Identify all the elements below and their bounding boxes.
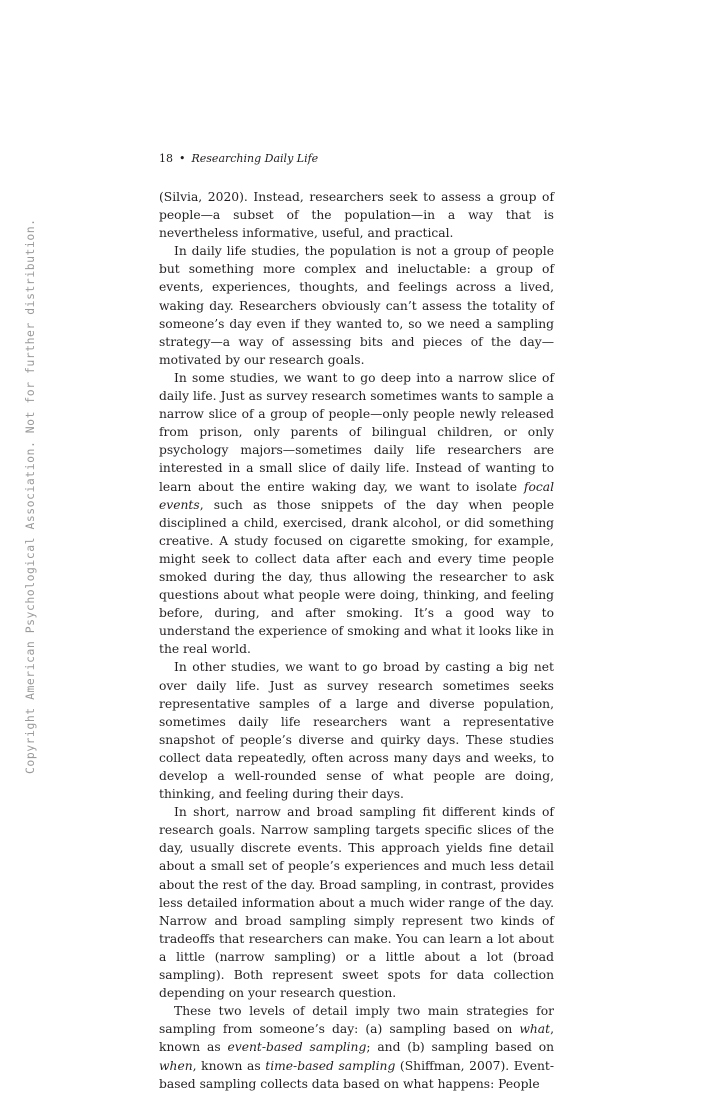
running-head-title: Researching Daily Life: [191, 152, 319, 165]
italic-text: what: [519, 1022, 551, 1037]
copyright-notice: [22, 218, 38, 774]
italic-text: focal events: [159, 479, 554, 512]
paragraph: [159, 658, 554, 803]
paragraph: [159, 803, 554, 1002]
page-number: 18: [159, 152, 173, 165]
text-run: (Shiffman, 2007). Event-based sampling collects data based on what happens: People: [159, 1058, 554, 1091]
text-run: These two levels of detail imply two main strategies for sampling from someone’s day: (a) sampling based on: [159, 1004, 554, 1037]
text-run: In short, narrow and broad sampling fit different kinds of research goals. Narrow sampling targets specific slices of the day, usually discrete events. This approach yields fine detail about a small set of people’s experiences and much less detail about the rest of the day. Broad sampling, in contrast, provides less detailed information about a much wider range of the day. Narrow and broad sampling simply represent two kinds of tradeoffs that researchers can make. You can learn a lot about a little (narrow sampling) or a little about a lot (broad sampling). Both represent sweet spots for data collection depending on your research question.: [159, 805, 554, 1001]
italic-text: time-based sampling: [265, 1058, 396, 1073]
copyright-notice-text: Copyright American Psychological Association. Not for further distribution.: [23, 218, 37, 774]
text-run: , known as: [192, 1058, 266, 1073]
text-run: In some studies, we want to go deep into a narrow slice of daily life. Just as survey research sometimes wants to sample a narrow slice of a group of people—only people newly released from prison, only parents of bilingual children, or only psychology majors—sometimes daily life researchers are interested in a small slice of daily life. Instead of wanting to learn about the entire waking day, we want to isolate: [159, 370, 554, 494]
text-run: , known as: [159, 1022, 554, 1055]
text-run: In other studies, we want to go broad by casting a big net over daily life. Just as survey research sometimes seeks representative samples of a large and diverse population, sometimes daily life researchers want a representative snapshot of people’s diverse and quirky days. These studies collect data repeatedly, often across many days and weeks, to develop a well-rounded sense of what people are doing, thinking, and feeling during their days.: [159, 660, 554, 802]
paragraph: [159, 369, 554, 659]
body-text: [159, 188, 554, 1093]
running-head: [159, 152, 318, 166]
paragraph: [159, 1002, 554, 1092]
running-head-separator: •: [179, 152, 186, 165]
text-run: , such as those snippets of the day when people disciplined a child, exercised, drank alcohol, or did something creative. A study focused on cigarette smoking, for example, might seek to collect data after each and every time people smoked during the day, thus allowing the researcher to ask questions about what people were doing, thinking, and feeling before, during, and after smoking. It’s a good way to understand the experience of smoking and what it looks like in the real world.: [159, 497, 554, 657]
text-run: In daily life studies, the population is not a group of people but something more complex and ineluctable: a group of events, experiences, thoughts, and feelings across a lived, waking day. Researchers obviously can’t assess the totality of someone’s day even if they wanted to, so we need a sampling strategy—a way of assessing bits and pieces of the day—motivated by our research goals.: [159, 244, 554, 367]
text-run: (Silvia, 2020). Instead, researchers seek to assess a group of people—a subset of the population—in a way that is nevertheless informative, useful, and practical.: [159, 190, 554, 241]
paragraph: [159, 188, 554, 242]
text-run: ; and (b) sampling based on: [366, 1040, 555, 1055]
italic-text: when: [159, 1058, 193, 1073]
paragraph: [159, 242, 554, 369]
italic-text: event-based sampling: [227, 1040, 367, 1055]
